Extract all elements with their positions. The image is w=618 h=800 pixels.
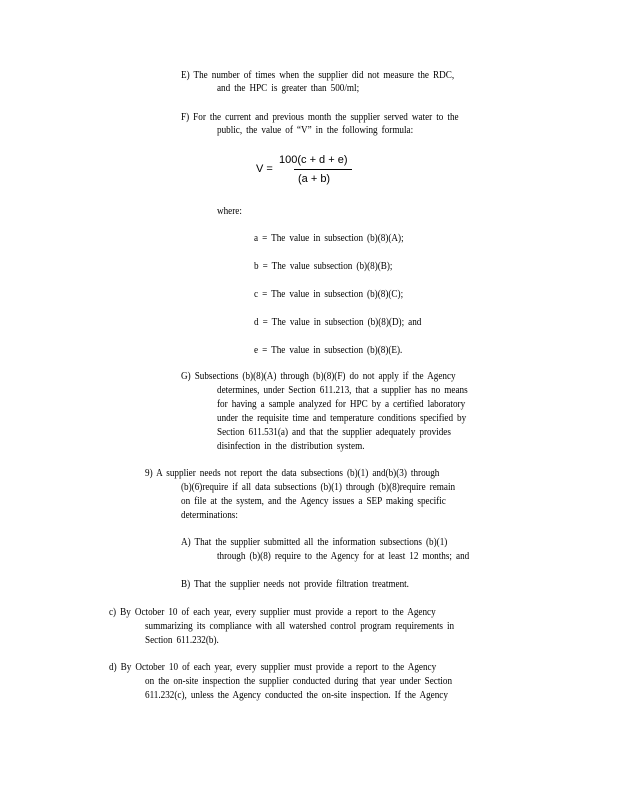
item-d-line-1: d) By October 10 of each year, every supplier must provide a report to the Agency bbox=[109, 662, 437, 673]
definition-b: b = The value subsection (b)(8)(B); bbox=[254, 261, 393, 272]
item-c-line-2: summarizing its compliance with all watershed control program requirements in bbox=[145, 621, 455, 632]
formula-numerator: 100(c + d + e) bbox=[279, 154, 348, 166]
item-d-line-3: 611.232(c), unless the Agency conducted the on-site inspection. If the Agency bbox=[145, 690, 448, 701]
formula-lhs: V = bbox=[256, 163, 273, 175]
item-g-line-2: determines, under Section 611.213, that a supplier has no means bbox=[217, 385, 468, 396]
item-9-line-2: (b)(6)require if all data subsections (b)(1) through (b)(8)require remain bbox=[181, 482, 456, 493]
item-e-line-1: E) The number of times when the supplier did not measure the RDC, bbox=[181, 70, 455, 81]
item-f-line-2: public, the value of “V” in the following formula: bbox=[217, 125, 414, 136]
item-e-line-2: and the HPC is greater than 500/ml; bbox=[217, 83, 360, 94]
item-9-line-4: determinations: bbox=[181, 510, 238, 521]
item-g-line-3: for having a sample analyzed for HPC by a certified laboratory bbox=[217, 399, 466, 410]
item-c-line-3: Section 611.232(b). bbox=[145, 635, 219, 646]
definition-e: e = The value in subsection (b)(8)(E). bbox=[254, 345, 403, 356]
item-c-line-1: c) By October 10 of each year, every supplier must provide a report to the Agency bbox=[109, 607, 436, 618]
item-g-line-6: disinfection in the distribution system. bbox=[217, 441, 365, 452]
item-9-line-3: on file at the system, and the Agency issues a SEP making specific bbox=[181, 496, 446, 507]
item-9b-line-1: B) That the supplier needs not provide filtration treatment. bbox=[181, 579, 409, 590]
item-g-line-5: Section 611.531(a) and that the supplier adequately provides bbox=[217, 427, 451, 438]
item-d-line-2: on the on-site inspection the supplier conducted during that year under Section bbox=[145, 676, 453, 687]
item-9a-line-2: through (b)(8) require to the Agency for at least 12 months; and bbox=[217, 551, 470, 562]
item-9a-line-1: A) That the supplier submitted all the information subsections (b)(1) bbox=[181, 537, 448, 548]
item-9-line-1: 9) A supplier needs not report the data subsections (b)(1) and(b)(3) through bbox=[145, 468, 440, 479]
definition-a: a = The value in subsection (b)(8)(A); bbox=[254, 233, 404, 244]
fraction-bar bbox=[294, 169, 352, 170]
where-label: where: bbox=[217, 206, 242, 217]
definition-c: c = The value in subsection (b)(8)(C); bbox=[254, 289, 404, 300]
definition-d: d = The value in subsection (b)(8)(D); and bbox=[254, 317, 422, 328]
item-g-line-1: G) Subsections (b)(8)(A) through (b)(8)(F) do not apply if the Agency bbox=[181, 371, 456, 382]
formula-denominator: (a + b) bbox=[298, 173, 331, 185]
item-f-line-1: F) For the current and previous month the supplier served water to the bbox=[181, 112, 459, 123]
item-g-line-4: under the requisite time and temperature conditions specified by bbox=[217, 413, 467, 424]
